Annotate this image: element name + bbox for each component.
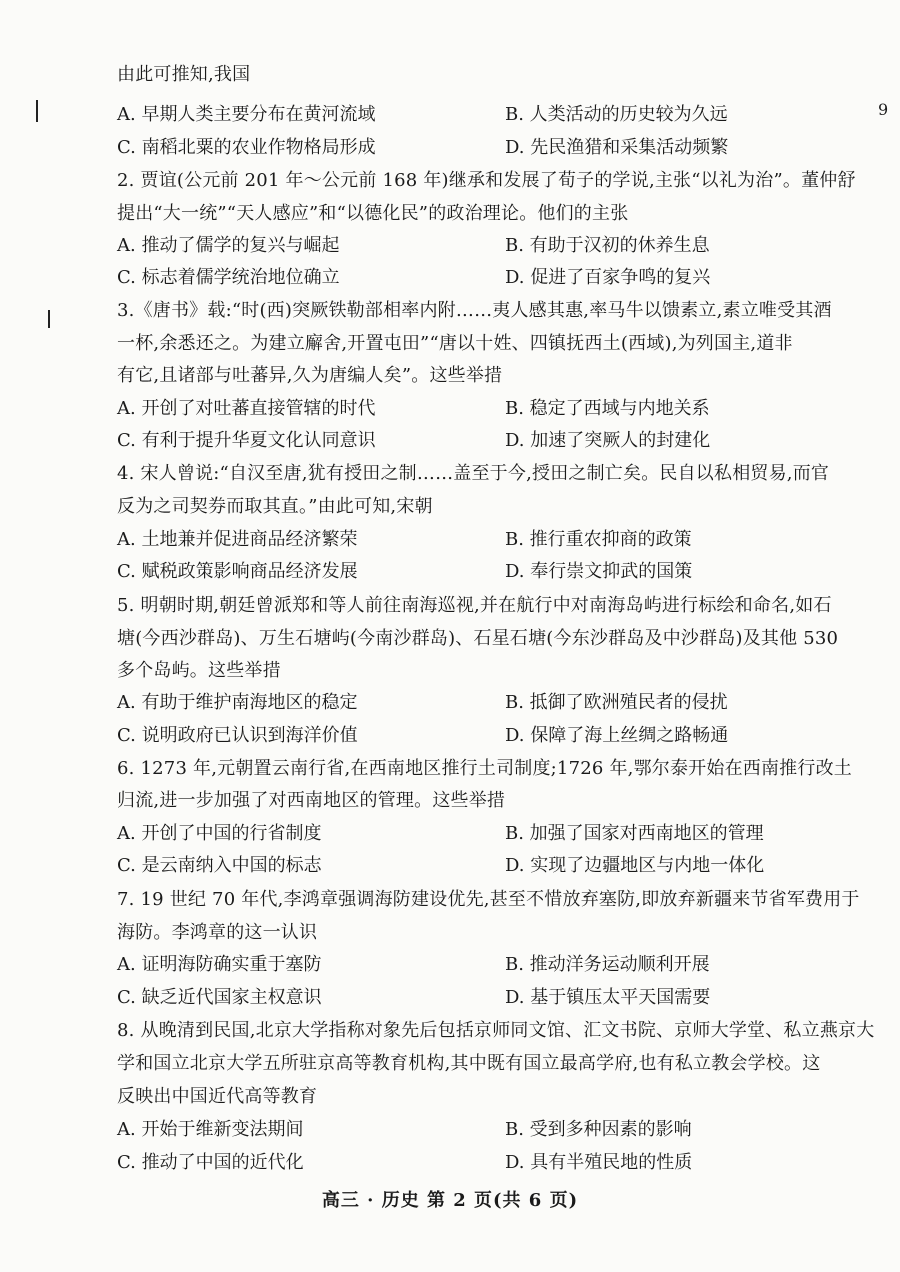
question-3-stem: 3.《唐书》载:“时(西)突厥铁勒部相率内附……夷人感其惠,率马牛以馈素立,素立唯受其酒 — [117, 300, 832, 321]
question-4-stem: 4. 宋人曾说:“自汉至唐,犹有授田之制……盖至于今,授田之制亡矣。民自以私相贸易,而官 — [117, 463, 830, 484]
question-3-stem: 有它,且诸部与吐蕃异,久为唐编人矣”。这些举措 — [117, 365, 503, 386]
option-a: A. 早期人类主要分布在黄河流域 — [117, 104, 376, 125]
option-a: A. 有助于维护南海地区的稳定 — [117, 692, 358, 713]
option-b: B. 人类活动的历史较为久远 — [505, 104, 728, 125]
page-footer: 高三 · 历史 第 2 页(共 6 页) — [321, 1190, 579, 1211]
option-d: D. 促进了百家争鸣的复兴 — [505, 267, 711, 288]
question-7-stem: 7. 19 世纪 70 年代,李鸿章强调海防建设优先,甚至不惜放弃塞防,即放弃新疆来节省军费用于 — [117, 889, 860, 910]
option-b: B. 加强了国家对西南地区的管理 — [505, 823, 764, 844]
option-c: C. 说明政府已认识到海洋价值 — [117, 725, 358, 746]
question-5-stem: 5. 明朝时期,朝廷曾派郑和等人前往南海巡视,并在航行中对南海岛屿进行标绘和命名,如石 — [117, 595, 832, 616]
question-3-stem: 一杯,余悉还之。为建立廨舍,开置屯田”“唐以十姓、四镇抚西土(西域),为列国主,道非 — [117, 333, 793, 354]
question-8-stem: 8. 从晚清到民国,北京大学指称对象先后包括京师同文馆、汇文书院、京师大学堂、私立燕京大 — [117, 1020, 875, 1041]
question-2-stem: 提出“大一统”“天人感应”和“以德化民”的政治理论。他们的主张 — [117, 203, 629, 224]
scan-mark — [48, 310, 50, 328]
margin-number: 9 — [878, 100, 889, 119]
question-4-stem: 反为之司契券而取其直。”由此可知,宋朝 — [117, 496, 433, 517]
option-c: C. 赋税政策影响商品经济发展 — [117, 561, 358, 582]
option-a: A. 证明海防确实重于塞防 — [117, 954, 322, 975]
scan-mark — [36, 100, 38, 122]
option-c: C. 缺乏近代国家主权意识 — [117, 987, 322, 1008]
question-intro: 由此可推知,我国 — [117, 64, 251, 85]
option-c: C. 推动了中国的近代化 — [117, 1152, 304, 1173]
option-c: C. 南稻北粟的农业作物格局形成 — [117, 137, 376, 158]
option-b: B. 稳定了西域与内地关系 — [505, 398, 710, 419]
option-d: D. 先民渔猎和采集活动频繁 — [505, 137, 729, 158]
option-d: D. 实现了边疆地区与内地一体化 — [505, 855, 765, 876]
option-a: A. 开创了对吐蕃直接管辖的时代 — [117, 398, 376, 419]
option-c: C. 有利于提升华夏文化认同意识 — [117, 430, 376, 451]
option-d: D. 加速了突厥人的封建化 — [505, 430, 711, 451]
option-d: D. 具有半殖民地的性质 — [505, 1152, 693, 1173]
question-6-stem: 归流,进一步加强了对西南地区的管理。这些举措 — [117, 790, 506, 811]
option-d: D. 奉行崇文抑武的国策 — [505, 561, 693, 582]
option-a: A. 开始于维新变法期间 — [117, 1119, 304, 1140]
question-6-stem: 6. 1273 年,元朝置云南行省,在西南地区推行土司制度;1726 年,鄂尔泰开始在西南推行改土 — [117, 758, 852, 779]
question-8-stem: 反映出中国近代高等教育 — [117, 1086, 318, 1107]
option-d: D. 基于镇压太平天国需要 — [505, 987, 711, 1008]
option-a: A. 推动了儒学的复兴与崛起 — [117, 235, 340, 256]
option-d: D. 保障了海上丝绸之路畅通 — [505, 725, 729, 746]
question-2-stem: 2. 贾谊(公元前 201 年～公元前 168 年)继承和发展了荀子的学说,主张“以礼为治”。董仲舒 — [117, 170, 856, 191]
option-b: B. 受到多种因素的影响 — [505, 1119, 692, 1140]
question-8-stem: 学和国立北京大学五所驻京高等教育机构,其中既有国立最高学府,也有私立教会学校。这 — [117, 1053, 821, 1074]
option-c: C. 标志着儒学统治地位确立 — [117, 267, 340, 288]
option-a: A. 土地兼并促进商品经济繁荣 — [117, 529, 358, 550]
question-5-stem: 多个岛屿。这些举措 — [117, 660, 281, 681]
question-5-stem: 塘(今西沙群岛)、万生石塘屿(今南沙群岛)、石星石塘(今东沙群岛及中沙群岛)及其他 530 — [117, 628, 839, 649]
option-b: B. 有助于汉初的休养生息 — [505, 235, 710, 256]
option-c: C. 是云南纳入中国的标志 — [117, 855, 322, 876]
option-b: B. 推动洋务运动顺利开展 — [505, 954, 710, 975]
option-a: A. 开创了中国的行省制度 — [117, 823, 322, 844]
option-b: B. 抵御了欧洲殖民者的侵扰 — [505, 692, 728, 713]
question-7-stem: 海防。李鸿章的这一认识 — [117, 922, 318, 943]
option-b: B. 推行重农抑商的政策 — [505, 529, 692, 550]
